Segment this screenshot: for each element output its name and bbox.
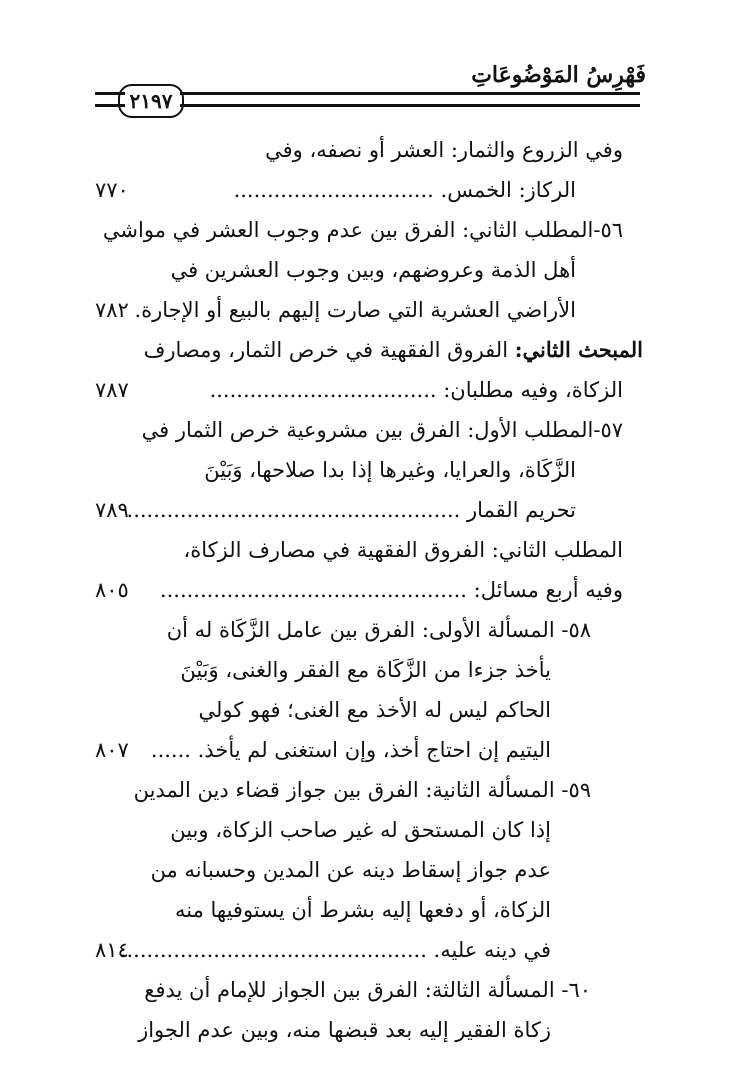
toc-text: ٥٨- المسألة الأولى: الفرق بين عامل الزَّكَاة له أن [166, 618, 591, 642]
toc-page-number: ٧٨٩ [95, 498, 129, 522]
toc-line [120, 930, 551, 970]
toc-line [127, 490, 576, 530]
toc-text: الأراضي العشرية التي صارت إليهم بالبيع أو الإجارة. [134, 298, 576, 322]
toc-text: عدم جواز إسقاط دينه عن المدين وحسبانه من [150, 858, 551, 882]
toc-line [167, 610, 591, 650]
toc-line [134, 290, 576, 330]
toc-page [95, 570, 129, 610]
toc-text: ٥٩- المسألة الثانية: الفرق بين جواز قضاء دين المدين [133, 778, 591, 802]
toc-page [95, 170, 129, 210]
toc-text: ٥٧-المطلب الأول: الفرق بين مشروعية خرص الثمار في [141, 418, 623, 442]
toc-page [95, 730, 129, 770]
toc-line [138, 1010, 551, 1050]
toc-page [95, 290, 129, 330]
toc-text: المطلب الثاني: الفروق الفقهية في مصارف الزكاة، [183, 538, 623, 562]
toc-line [142, 410, 623, 450]
toc-line [151, 850, 551, 890]
toc-text: أهل الذمة وعروضهم، وبين وجوب العشرين في [170, 258, 576, 282]
toc-page-number: ٧٨٢ [95, 298, 129, 322]
toc-line [151, 730, 551, 770]
toc-page-number: ٧٨٧ [95, 378, 129, 402]
toc-line [204, 450, 576, 490]
toc-line [210, 370, 623, 410]
toc-line [183, 530, 623, 570]
section-heading: المبحث الثاني: [514, 337, 643, 362]
toc-line [171, 250, 576, 290]
toc-line [199, 690, 552, 730]
running-title: فَهْرِسُ المَوْضُوعَاتِ [471, 62, 646, 88]
toc-page-number: ٨١٤ [95, 938, 129, 962]
toc-text: الزكاة، أو دفعها إليه بشرط أن يستوفيها منه [174, 898, 551, 922]
page-number-badge: ٢١٩٧ [118, 84, 184, 118]
toc-text: الفروق الفقهية في خرص الثمار، ومصارف [143, 338, 515, 362]
toc-page-number: ٨٠٥ [95, 578, 129, 602]
toc-text: الحاكم ليس له الأخذ مع الغنى؛ فهو كولي [198, 698, 551, 722]
toc-page [95, 930, 129, 970]
toc-page [95, 370, 129, 410]
toc-line [175, 890, 551, 930]
toc-text: الزكاة، وفيه مطلبان: .................................. [209, 378, 623, 402]
toc-text: في دينه عليه. .............................................. [119, 938, 551, 962]
toc-text: اليتيم إن احتاج أخذ، وإن استغنى لم يأخذ. ...... [150, 738, 551, 762]
toc-line [234, 170, 576, 210]
toc-line [180, 650, 551, 690]
toc-line [103, 210, 623, 250]
toc-text: ٥٦-المطلب الثاني: الفرق بين عدم وجوب العشر في مواشي [102, 218, 623, 242]
toc-text: الزَّكَاة، والعرايا، وغيرها إذا بدا صلاحها، وَبَيْنَ [204, 458, 576, 482]
toc-text: وفي الزروع والثمار: العشر أو نصفه، وفي [265, 138, 623, 162]
toc-line [265, 130, 623, 170]
toc-page-number: ٨٠٧ [95, 738, 129, 762]
toc-line [160, 570, 623, 610]
toc-text: إذا كان المستحق له غير صاحب الزكاة، وبين [170, 818, 551, 842]
toc-page-number: ٧٧٠ [95, 178, 129, 202]
toc-line [144, 970, 591, 1010]
toc-text: يأخذ جزءا من الزَّكَاة مع الفقر والغنى، وَبَيْنَ [180, 658, 551, 682]
toc-text: الركاز: الخمس. .............................. [233, 178, 576, 202]
toc-page [95, 490, 129, 530]
toc-text: ٦٠- المسألة الثالثة: الفرق بين الجواز للإمام أن يدفع [144, 978, 591, 1002]
toc-text: تحريم القمار .................................................. [126, 498, 576, 522]
toc-text: زكاة الفقير إليه بعد قبضها منه، وبين عدم الجواز [138, 1018, 551, 1042]
toc-line [170, 810, 551, 850]
toc-text: وفيه أربع مسائل: .............................................. [159, 578, 623, 602]
toc-line [134, 770, 591, 810]
toc-line [144, 330, 643, 370]
